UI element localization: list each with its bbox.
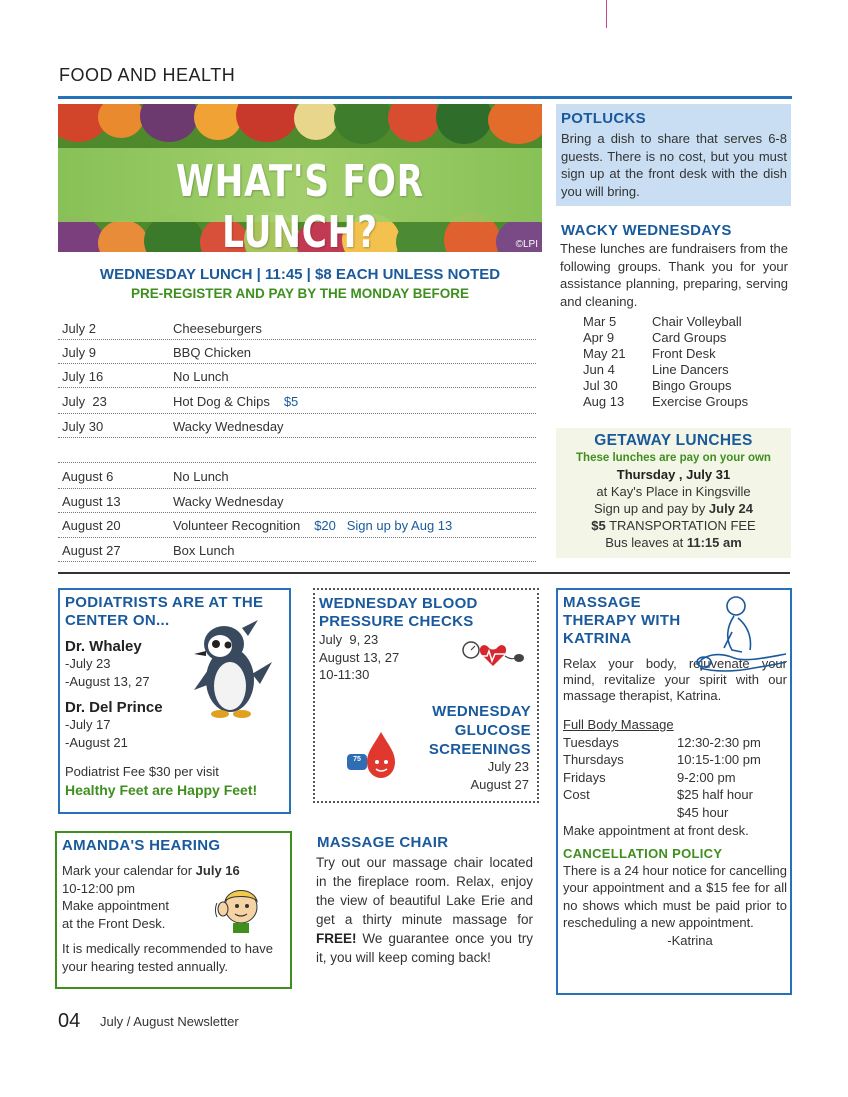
getaway-fee: $5 TRANSPORTATION FEE [591,518,756,533]
wacky-row: Mar 5 Chair Volleyball [583,314,742,329]
banner-title: WHAT'S FOR LUNCH? [176,156,424,252]
glucose-title: WEDNESDAY GLUCOSE SCREENINGS [428,703,531,758]
lunch-row: August 6 No Lunch [58,464,536,489]
lunch-row: July 2 Cheeseburgers [58,316,536,340]
glucose-line: August 27 [470,777,529,792]
blood-glucose-box [313,588,539,803]
hearing-mark: Mark your calendar for July 16 [62,863,240,878]
lunch-subheading: PRE-REGISTER AND PAY BY THE MONDAY BEFORE [130,286,470,301]
penguin-illustration-icon [190,618,274,722]
schedule-row: $45 hour [677,804,729,820]
massage-title: MASSAGE THERAPY WITH KATRINA [563,594,681,647]
potlucks-box [556,104,791,206]
page-number: 04 [58,1010,81,1032]
lunch-row: July 23 Hot Dog & Chips $5 [58,389,536,414]
schedule-row: Cost $25 half hour [563,787,753,802]
getaway-signup: Sign up and pay by July 24 [593,501,753,516]
cancel-text: There is a 24 hour notice for cancelling your appointment and a $15 fee for all no shows which must be paid prior to rescheduling a new appointment. [563,862,788,930]
cancel-title: CANCELLATION POLICY [563,845,723,861]
hearing-time: 10-12:00 pm [62,880,135,896]
section-title: FOOD AND HEALTH [59,65,236,85]
glucose-line: July 23 [487,759,529,774]
lunch-row: July 16 No Lunch [58,364,536,388]
hearing-box [55,831,292,989]
blood-line: July 9, 23 [319,632,379,647]
potlucks-title: POTLUCKS [561,110,646,127]
doctor-date: -July 23 [65,656,111,671]
massage-box [556,588,792,995]
section-separator [58,572,790,574]
lunch-row: July 9 BBQ Chicken [58,340,536,364]
hearing-note: It is medically recommended to have your hearing tested annually. [62,941,273,974]
blood-drop-icon [345,728,401,782]
doctor-date: -August 21 [65,734,128,750]
wacky-row: May 21 Front Desk [583,346,716,361]
podiatrist-fee: Podiatrist Fee $30 per visit [65,764,219,779]
lunch-banner [58,104,542,252]
lunch-row: August 13 Wacky Wednesday [58,489,536,513]
chair-title: MASSAGE CHAIR [317,834,449,851]
schedule-row: Tuesdays 12:30-2:30 pm [563,734,761,750]
massage-figure-icon [694,592,790,682]
wacky-row: Aug 13 Exercise Groups [583,394,749,409]
blood-line: August 13, 27 [319,649,400,665]
blood-line: 10-11:30 [319,667,370,682]
header-rule [58,96,792,99]
massage-intro: Relax your body, rejuvenate your mind, revitalize your spirit with our massage therapist, Katrina. [563,656,787,703]
wacky-row: Jun 4 Line Dancers [583,362,729,377]
footer-label: July / August Newsletter [100,1014,239,1029]
potlucks-text: Bring a dish to share that serves 6-8 guests. There is no cost, but you must sign up at the front desk with the dish you will bring. [561,131,787,199]
wacky-text: These lunches are fundraisers from the following groups. Thank you for your assistance planning, preparing, serving and cleaning. [560,241,788,309]
schedule-row: Thursdays 10:15-1:00 pm [563,752,761,767]
blood-pressure-icon [461,640,525,672]
wacky-row: Apr 9 Card Groups [583,330,727,345]
podiatrist-slogan: Healthy Feet are Happy Feet! [65,781,258,798]
wacky-row: Jul 30 Bingo Groups [583,378,732,393]
schedule-row: Fridays 9-2:00 pm [563,769,736,785]
wacky-title: WACKY WEDNESDAYS [561,222,732,239]
getaway-box [556,428,791,558]
massage-appointment: Make appointment at front desk. [563,823,749,838]
doctor-date: -August 13, 27 [65,673,150,689]
banner-credit: ©LPI [515,239,538,250]
getaway-title: GETAWAY LUNCHES [594,432,753,449]
month-gap-divider [58,462,536,463]
massage-schedule-heading: Full Body Massage [563,717,674,732]
lunch-row: July 30 Wacky Wednesday [58,414,536,438]
listening-kid-icon [215,885,267,933]
top-tick-mark [606,0,607,28]
massage-signature: -Katrina [667,932,713,948]
lunch-row: August 27 Box Lunch [58,538,536,562]
getaway-place: at Kay's Place in Kingsville [596,484,751,499]
doctor-date: -July 17 [65,717,111,732]
hearing-appointment: Make appointment [62,898,169,913]
podiatrists-title: PODIATRISTS ARE AT THE CENTER ON... [65,594,264,629]
podiatrists-box [58,588,291,814]
getaway-date: Thursday , July 31 [616,467,731,482]
getaway-note: These lunches are pay on your own [576,452,771,464]
blood-title: WEDNESDAY BLOOD PRESSURE CHECKS [319,595,478,630]
lunch-row: August 20 Volunteer Recognition $20 Sign up by Aug 13 [58,513,536,538]
doctor-name: Dr. Del Prince [65,699,163,716]
lunch-heading: WEDNESDAY LUNCH | 11:45 | $8 EACH UNLESS NOTED [99,266,501,283]
chair-text: Try out our massage chair located in the fireplace room. Relax, enjoy the view of beautiful Lake Erie and get a thirty minute massage for FREE! We guarantee once you try it, you will keep coming back! [316,855,533,965]
hearing-title: AMANDA'S HEARING [62,837,221,854]
glucose-meter-reading: 75 [353,756,361,763]
getaway-bus: Bus leaves at 11:15 am [605,535,742,550]
hearing-appointment: at the Front Desk. [62,915,166,931]
doctor-name: Dr. Whaley [65,638,142,655]
